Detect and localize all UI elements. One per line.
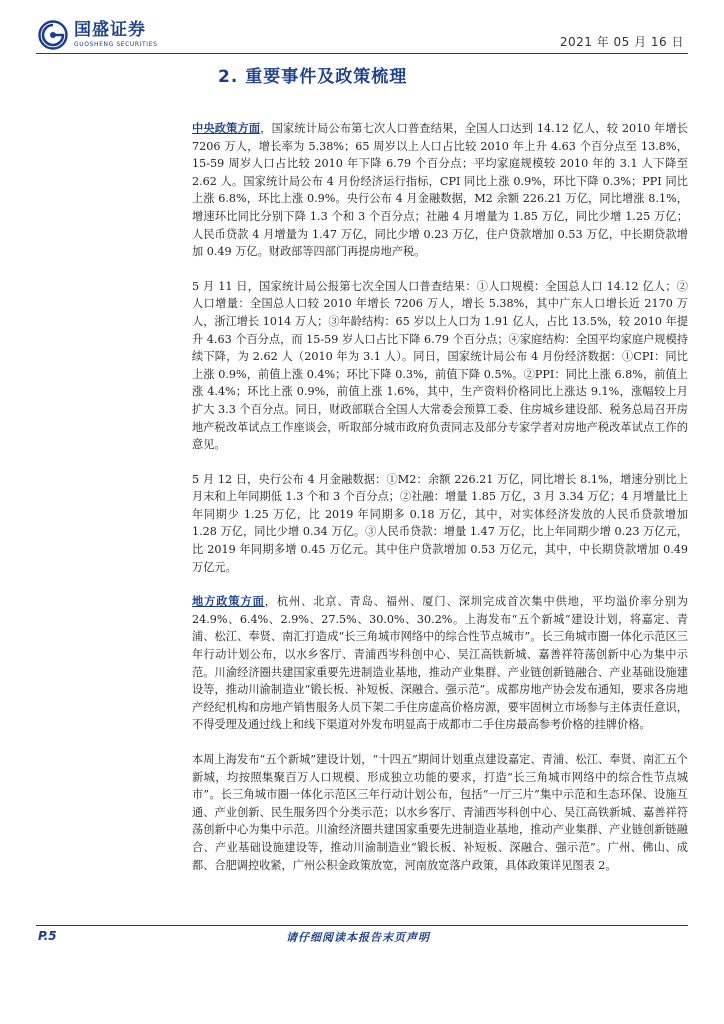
local-policy-text: ，杭州、北京、青岛、福州、厦门、深圳完成首次集中供地，平均溢价率分别为 24.9%、6.4%、2.9%、27.5%、30.0%、30.2%。上海发布“五个新城”建设计划，将嘉定、青浦、松江、奉贤、南汇打造成“长三角城市网络中的综合性节点城市”。长三角城市圈一体化示范区三年行动计划公布，以水乡客厅、青浦西岑科创中心、吴江高铁新城、嘉善祥符荡创新中心为集中示范。川渝经济圈共建国家重要先进制造业基地，推动产业集群、产业链创新链融合、产业基础设施建设等，推动川渝制造业“锻长板、补短板、深融合、强示范”。成都房地产协会发布通知，要求各房地产经纪机构和房地产销售服务人员下架二手住房虚高价格房源，要牢固树立市场参与主体责任意识，不得受理及通过线上和线下渠道对外发布明显高于成都市二手住房最高参考价格的挂牌价格。 — [192, 595, 688, 732]
footer-divider — [36, 925, 688, 926]
section-title: 2. 重要事件及政策梳理 — [218, 67, 408, 87]
paragraph-weekly-summary: 本周上海发布“五个新城”建设计划，“十四五”期间计划重点建设嘉定、青浦、松江、奉贤、南汇五个新城，均按照集聚百万人口规模、形成独立功能的要求，打造“长三角城市网络中的综合性节点城市”。长三角城市圈一体化示范区三年行动计划公布，包括“一厅三片”集中示范和生态环保、设施互通、产业创新、民生服务四个分类示范；以水乡客厅、青浦西岑科创中心、吴江高铁新城、嘉善祥符荡创新中心为集中示范。川渝经济圈共建国家重要先进制造业基地，推动产业集群、产业链创新链融合、产业基础设施建设等，推动川渝制造业“锻长板、补短板、深融合、强示范”。广州、佛山、成都、合肥调控收紧，广州公积金政策放宽，河南放宽落户政策，具体政策详见图表 2。 — [192, 753, 688, 872]
report-body — [192, 120, 688, 874]
page-header — [0, 0, 724, 58]
footer-disclaimer: 请仔细阅读本报告末页声明 — [286, 931, 430, 944]
local-policy-heading: 地方政策方面 — [192, 595, 265, 609]
paragraph-central-policy — [192, 120, 688, 261]
header-divider — [36, 53, 688, 54]
guosheng-logo-icon — [38, 20, 68, 50]
central-policy-text: ，国家统计局公布第七次人口普查结果，全国人口达到 14.12 亿人，较 2010 年增长 7206 万人，增长率为 5.38%；65 周岁以上人口占比较 2010 年上升 4.63 个百分点至 13.8%，15-59 周岁人口占比较 2010 年下降 6.79 个百分点；平均家庭规模较 2010 年的 3.1 人下降至 2.62 人。国家统计局公布 4 月份经济运行指标，CPI 同比上涨 0.9%，环比下降 0.3%；PPI 同比上涨 6.8%，环比上涨 0.9%。央行公布 4 月金融数据，M2 余额 226.21 万亿，同比增涨 8.1%，增速环比同比分别下降 1.3 个和 3 个百分点；社融 4 月增量为 1.85 万亿，同比少增 1.25 万亿；人民币贷款 4 月增量为 1.47 万亿，同比少增 0.23 万亿，住户贷款增加 0.53 万亿，中长期贷款增加 0.49 万亿。财政部等四部门再提房地产税。 — [192, 122, 688, 259]
paragraph-census: 5 月 11 日，国家统计局公报第七次全国人口普查结果：①人口规模：全国总人口 14.12 亿人；②人口增量：全国总人口较 2010 年增长 7206 万人，增长 5.38%，其中广东人口增长近 2170 万人，浙江增长 1014 万人；③年龄结构：65 岁以上人口为 1.91 亿人，占比 13.5%，较 2010 年提升 4.63 个百分点，而 15-59 岁人口占比下降 6.79 个百分点；④家庭结构：全国平均家庭户规模持续下降，为 2.62 人（2010 年为 3.1 人）。同日，国家统计局公布 4 月份经济数据：①CPI：同比上涨 0.9%，前值上涨 0.4%；环比下降 0.3%，前值下降 0.5%。②PPI：同比上涨 6.8%，前值上涨 4.4%；环比上涨 0.9%，前值上涨 1.6%，其中，生产资料价格同比上涨达 9.1%，涨幅较上月扩大 3.3 个百分点。同日，财政部联合全国人大常委会预算工委、住房城乡建设部、税务总局召开房地产税改革试点工作座谈会，听取部分城市政府负责同志及部分专家学者对房地产税改革试点工作的意见。 — [192, 279, 688, 452]
company-logo — [38, 20, 178, 54]
logo-english-name: GUOSHENG SECURITIES — [74, 41, 158, 48]
page-number: P.5 — [38, 929, 57, 943]
central-policy-heading: 中央政策方面 — [192, 122, 261, 135]
report-date: 2021 年 05 月 16 日 — [559, 35, 684, 49]
paragraph-financial-data: 5 月 12 日，央行公布 4 月金融数据：①M2：余额 226.21 万亿，同比增长 8.1%，增速分别比上月末和上年同期低 1.3 个和 3 个百分点；②社融：增量 1.85 万亿，3 月 3.34 万亿；4 月增量比上年同期少 1.25 万亿，比 2019 年同期多 0.18 万亿，其中，对实体经济发放的人民币贷款增加 1.28 万亿，同比少增 0.34 万亿。③人民币贷款：增量 1.47 万亿，比上年同期少增 0.23 万亿元，比 2019 年同期多增 0.45 万亿元。其中住户贷款增加 0.53 万亿元，其中，中长期贷款增加 0.49 万亿元。 — [192, 472, 688, 574]
paragraph-local-policy — [192, 593, 688, 734]
logo-chinese-name: 国盛证券 — [74, 20, 146, 40]
